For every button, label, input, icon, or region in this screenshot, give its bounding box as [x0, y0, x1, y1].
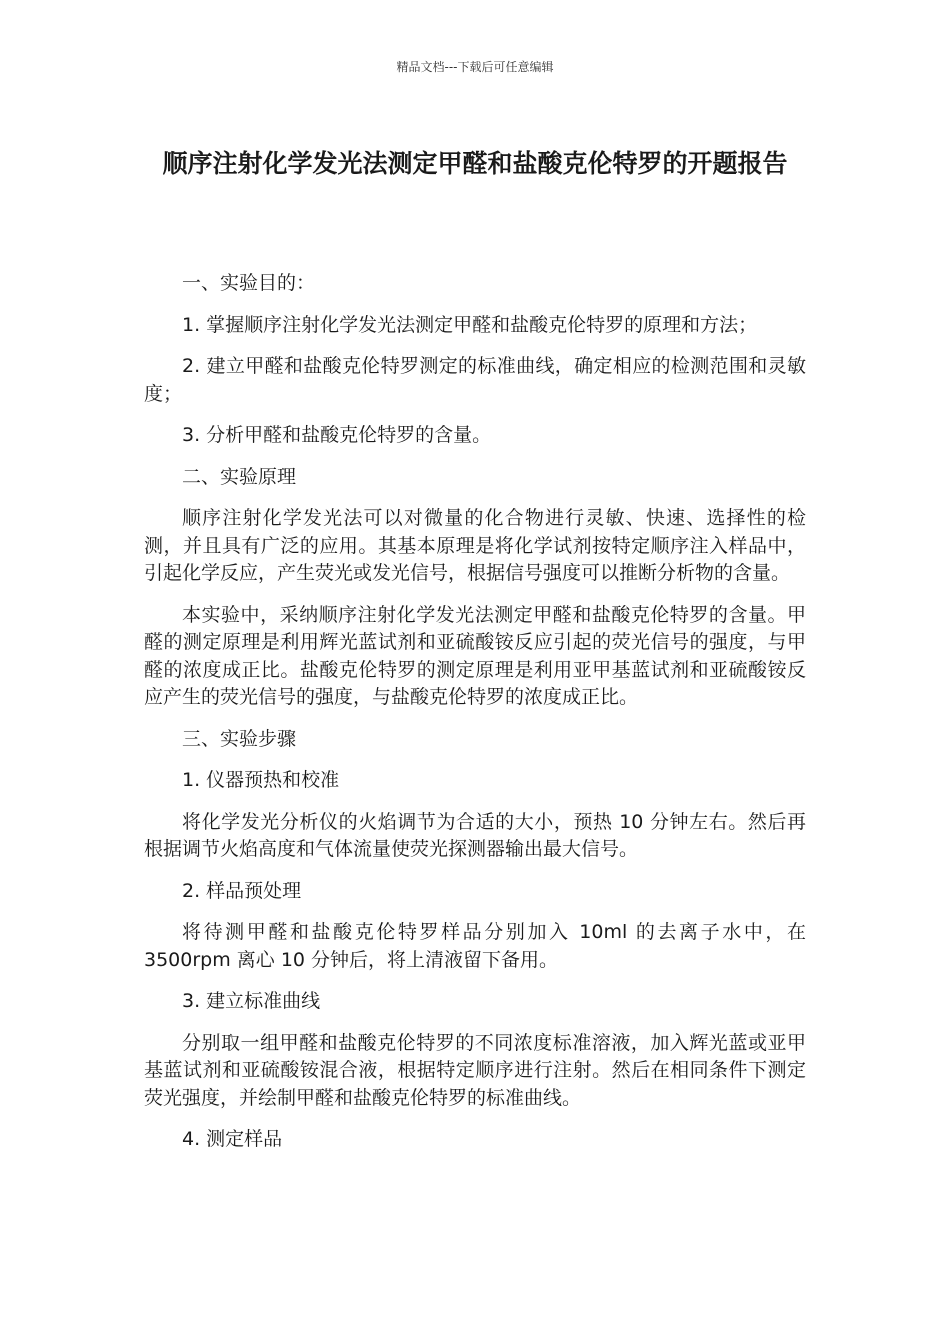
principle-paragraph-2: 本实验中，采纳顺序注射化学发光法测定甲醛和盐酸克伦特罗的含量。甲醛的测定原理是利用辉光蓝试剂和亚硫酸铵反应引起的荧光信号的强度，与甲醛的浓度成正比。盐酸克伦特罗的测定原理是利用亚甲基蓝试剂和亚硫酸铵反应产生的荧光信号的强度，与盐酸克伦特罗的浓度成正比。	[144, 603, 806, 708]
section-heading-purpose: 一、实验目的：	[182, 272, 316, 294]
principle-paragraph-1: 顺序注射化学发光法可以对微量的化合物进行灵敏、快速、选择性的检测，并且具有广泛的应用。其基本原理是将化学试剂按特定顺序注入样品中，引起化学反应，产生荧光或发光信号，根据信号强度可以推断分析物的含量。	[144, 507, 806, 584]
document-body	[144, 270, 806, 1154]
section-heading-steps: 三、实验步骤	[182, 727, 297, 750]
step-heading-3: 3. 建立标准曲线	[182, 990, 321, 1012]
purpose-item-3: 3. 分析甲醛和盐酸克伦特罗的含量。	[182, 424, 492, 446]
step-paragraph-2: 将待测甲醛和盐酸克伦特罗样品分别加入 10ml 的去离子水中，在 3500rpm 离心 10 分钟后，将上清液留下备用。	[144, 921, 806, 971]
step-paragraph-1: 将化学发光分析仪的火焰调节为合适的大小，预热 10 分钟左右。然后再根据调节火焰高度和气体流量使荧光探测器输出最大信号。	[144, 810, 806, 860]
purpose-item-1: 1. 掌握顺序注射化学发光法测定甲醛和盐酸克伦特罗的原理和方法；	[182, 313, 758, 336]
step-heading-2: 2. 样品预处理	[182, 879, 302, 902]
section-heading-principle: 二、实验原理	[182, 465, 297, 488]
step-paragraph-3: 分别取一组甲醛和盐酸克伦特罗的不同浓度标准溶液，加入辉光蓝或亚甲基蓝试剂和亚硫酸铵混合液，根据特定顺序进行注射。然后在相同条件下测定荧光强度，并绘制甲醛和盐酸克伦特罗的标准曲线。	[144, 1031, 806, 1109]
document-title: 顺序注射化学发光法测定甲醛和盐酸克伦特罗的开题报告	[162, 149, 788, 178]
purpose-item-2: 2. 建立甲醛和盐酸克伦特罗测定的标准曲线，确定相应的检测范围和灵敏度；	[144, 355, 806, 405]
page-header-note: 精品文档---下载后可任意编辑	[396, 60, 554, 74]
step-heading-1: 1. 仪器预热和校准	[182, 769, 340, 791]
step-heading-4: 4. 测定样品	[182, 1128, 283, 1150]
